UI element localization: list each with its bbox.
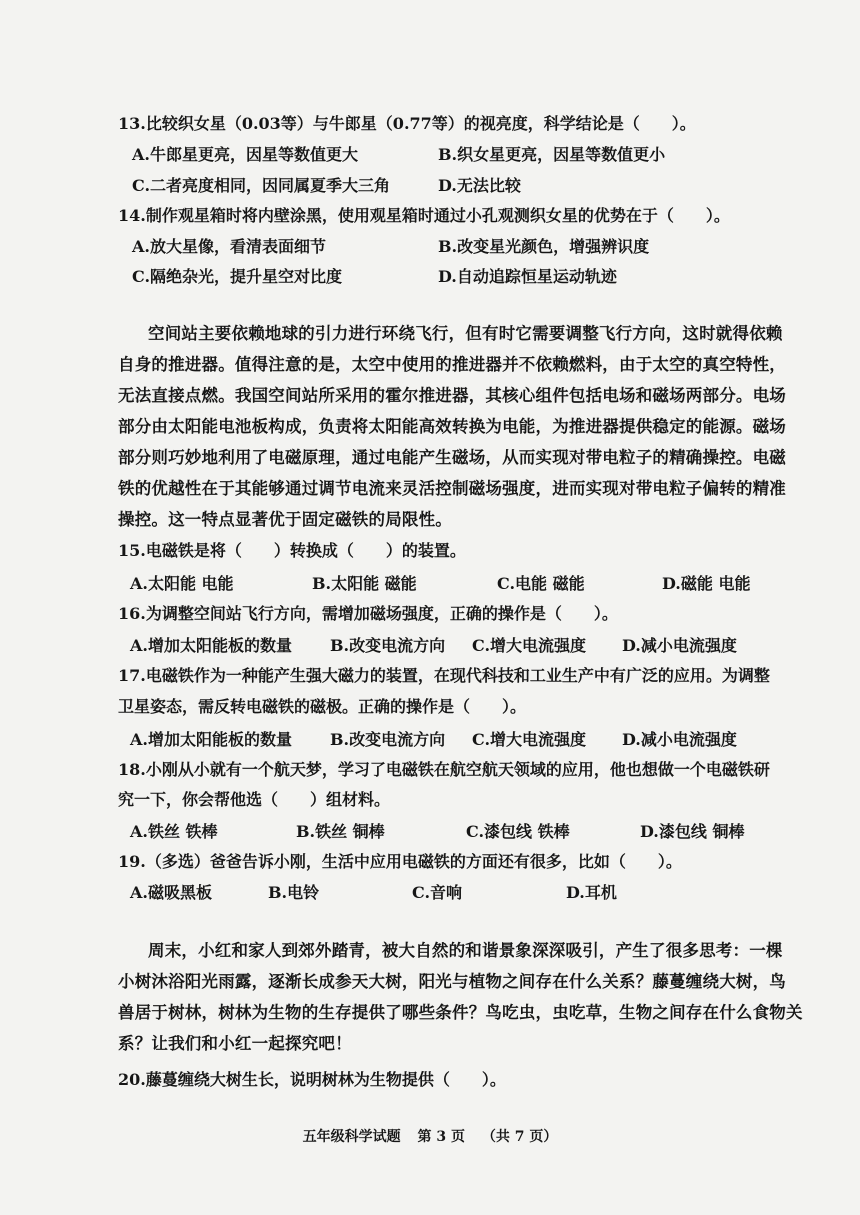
passage-1-line-6: 铁的优越性在于其能够通过调节电流来灵活控制磁场强度，进而实现对带电粒子偏转的精准 [118,479,786,498]
footer-page-number: 第 3 页 [417,1129,465,1145]
question-19-option-b: B.电铃 [268,883,320,902]
question-17-option-c: C.增大电流强度 [472,730,587,749]
question-19-option-d: D.耳机 [566,883,617,902]
passage-2-line-4: 系？让我们和小红一起探究吧！ [118,1034,352,1053]
question-18-option-b: B.铁丝 铜棒 [296,822,385,841]
question-18-option-d: D.漆包线 铜棒 [640,822,745,841]
question-17-stem-line-2: 卫星姿态，需反转电磁铁的磁极。正确的操作是（ ）。 [118,697,527,716]
question-14-option-b: B.改变星光颜色，增强辨识度 [438,237,650,256]
question-14-stem: 14.制作观星箱时将内壁涂黑，使用观星箱时通过小孔观测织女星的优势在于（ ）。 [118,206,730,225]
passage-1-line-7: 操控。这一特点显著优于固定磁铁的局限性。 [118,510,452,529]
question-15-option-c: C.电能 磁能 [497,574,585,593]
passage-2-line-1: 周末，小红和家人到郊外踏青，被大自然的和谐景象深深吸引，产生了很多思考：一棵 [148,941,783,960]
page-footer [0,1126,860,1146]
footer-total-pages: （共 7 页） [481,1129,558,1145]
question-16-stem: 16.为调整空间站飞行方向，需增加磁场强度，正确的操作是（ ）。 [118,604,618,623]
passage-1-line-5: 部分则巧妙地利用了电磁原理，通过电能产生磁场，从而实现对带电粒子的精确操控。电磁 [118,448,786,467]
question-16-option-c: C.增大电流强度 [472,636,587,655]
passage-1-line-2: 自身的推进器。值得注意的是，太空中使用的推进器并不依赖燃料，由于太空的真空特性， [118,355,786,374]
question-13-option-c: C.二者亮度相同，因同属夏季大三角 [132,176,391,195]
question-15-option-d: D.磁能 电能 [662,574,751,593]
question-15-option-a: A.太阳能 电能 [130,574,234,593]
question-13-stem: 13.比较织女星（0.03等）与牛郎星（0.77等）的视亮度，科学结论是（ ）。 [118,114,696,133]
question-16-option-d: D.减小电流强度 [622,636,737,655]
passage-1-line-3: 无法直接点燃。我国空间站所采用的霍尔推进器，其核心组件包括电场和磁场两部分。电场 [118,386,786,405]
question-13-option-b: B.织女星更亮，因星等数值更小 [438,145,666,164]
question-16-option-b: B.改变电流方向 [330,636,446,655]
question-14-option-c: C.隔绝杂光，提升星空对比度 [132,267,343,286]
question-19-stem: 19.（多选）爸爸告诉小刚，生活中应用电磁铁的方面还有很多，比如（ ）。 [118,852,682,871]
question-19-option-c: C.音响 [412,883,463,902]
question-18-stem-line-2: 究一下，你会帮他选（ ）组材料。 [118,790,391,809]
question-18-stem-line-1: 18.小刚从小就有一个航天梦，学习了电磁铁在航空航天领域的应用，他也想做一个电磁铁研 [118,760,770,779]
passage-1-line-4: 部分由太阳能电池板构成，负责将太阳能高效转换为电能，为推进器提供稳定的能源。磁场 [118,417,786,436]
question-20-stem: 20.藤蔓缠绕大树生长，说明树林为生物提供（ ）。 [118,1070,506,1089]
passage-2-line-3: 兽居于树林，树林为生物的生存提供了哪些条件？鸟吃虫，虫吃草，生物之间存在什么食物关 [118,1003,803,1022]
question-18-option-a: A.铁丝 铁棒 [130,822,218,841]
question-15-option-b: B.太阳能 磁能 [312,574,417,593]
question-17-option-b: B.改变电流方向 [330,730,446,749]
question-13-option-d: D.无法比较 [438,176,521,195]
question-16-option-a: A.增加太阳能板的数量 [130,636,292,655]
question-13-option-a: A.牛郎星更亮，因星等数值更大 [132,145,358,164]
question-17-option-a: A.增加太阳能板的数量 [130,730,292,749]
passage-2-line-2: 小树沐浴阳光雨露，逐渐长成参天大树，阳光与植物之间存在什么关系？藤蔓缠绕大树，鸟 [118,972,786,991]
question-17-option-d: D.减小电流强度 [622,730,737,749]
footer-title: 五年级科学试题 [302,1129,401,1145]
question-19-option-a: A.磁吸黑板 [130,883,212,902]
question-14-option-a: A.放大星像，看清表面细节 [132,237,326,256]
question-18-option-c: C.漆包线 铁棒 [466,822,570,841]
passage-1-line-1: 空间站主要依赖地球的引力进行环绕飞行，但有时它需要调整飞行方向，这时就得依赖 [148,324,783,343]
question-17-stem-line-1: 17.电磁铁作为一种能产生强大磁力的装置，在现代科技和工业生产中有广泛的应用。为调整 [118,666,770,685]
question-14-option-d: D.自动追踪恒星运动轨迹 [438,267,617,286]
question-15-stem: 15.电磁铁是将（ ）转换成（ ）的装置。 [118,541,466,560]
